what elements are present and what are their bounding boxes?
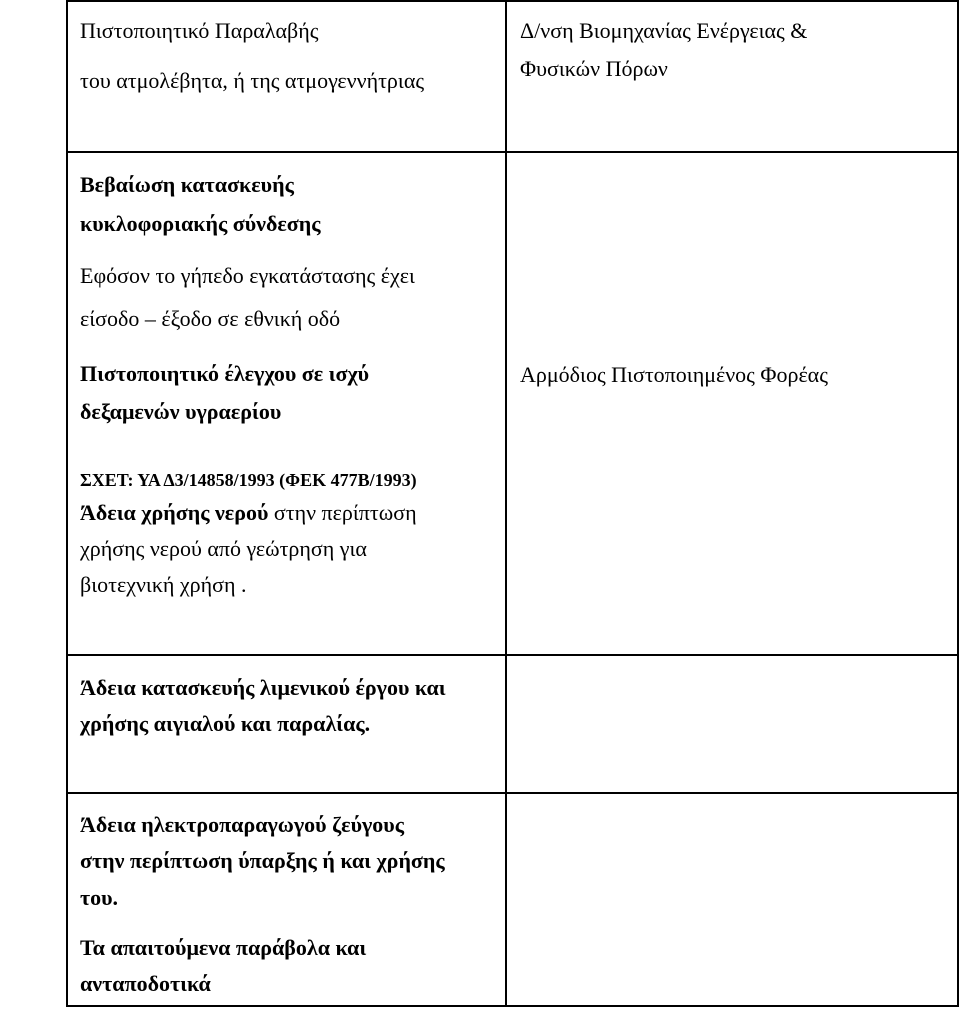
row2-note-line2: είσοδο – έξοδο σε εθνική οδό xyxy=(80,306,341,331)
row1-authority-line1: Δ/νση Βιομηχανίας Ενέργειας & xyxy=(520,18,808,43)
table-left-border xyxy=(66,0,68,1007)
table-bottom-border xyxy=(66,1005,959,1007)
row2-water-line2: χρήσης νερού από γεώτρηση για xyxy=(80,536,367,561)
row2-water-line3: βιοτεχνική χρήση . xyxy=(80,572,247,597)
table-right-border xyxy=(957,0,959,1007)
water-permit-label: Άδεια χρήσης νερού xyxy=(80,500,269,525)
row4-generator-line2: στην περίπτωση ύπαρξης ή και χρήσης xyxy=(80,848,445,873)
row2-cert-line2: δεξαμενών υγραερίου xyxy=(80,399,282,424)
row2-title-line1: Βεβαίωση κατασκευής xyxy=(80,172,294,197)
row4-generator-line3: του. xyxy=(80,885,119,910)
row2-reference: ΣΧΕΤ: ΥΑ Δ3/14858/1993 (ΦΕΚ 477Β/1993) xyxy=(80,470,417,490)
column-divider xyxy=(505,0,507,1007)
row4-generator-line1: Άδεια ηλεκτροπαραγωγού ζεύγους xyxy=(80,812,404,837)
row1-subtitle: του ατμολέβητα, ή της ατμογεννήτριας xyxy=(80,68,425,93)
row-divider-2 xyxy=(66,654,959,656)
row2-authority: Αρμόδιος Πιστοποιημένος Φορέας xyxy=(520,362,828,387)
row2-cert-line1: Πιστοποιητικό έλεγχου σε ισχύ xyxy=(80,361,370,386)
row4-fees-line1: Τα απαιτούμενα παράβολα και xyxy=(80,935,367,960)
row-divider-3 xyxy=(66,792,959,794)
row2-water-line1 xyxy=(80,494,417,532)
water-permit-condition: στην περίπτωση xyxy=(268,500,417,525)
row4-fees-line2: ανταποδοτικά xyxy=(80,971,211,996)
row1-title: Πιστοποιητικό Παραλαβής xyxy=(80,18,319,43)
row3-line1: Άδεια κατασκευής λιμενικού έργου και xyxy=(80,675,446,700)
row1-authority-line2: Φυσικών Πόρων xyxy=(520,56,668,81)
row3-line2: χρήσης αιγιαλού και παραλίας. xyxy=(80,711,371,736)
table-top-border xyxy=(66,0,959,2)
row2-title-line2: κυκλοφοριακής σύνδεσης xyxy=(80,211,321,236)
row-divider-1 xyxy=(66,151,959,153)
row2-note-line1: Εφόσον το γήπεδο εγκατάστασης έχει xyxy=(80,263,415,288)
